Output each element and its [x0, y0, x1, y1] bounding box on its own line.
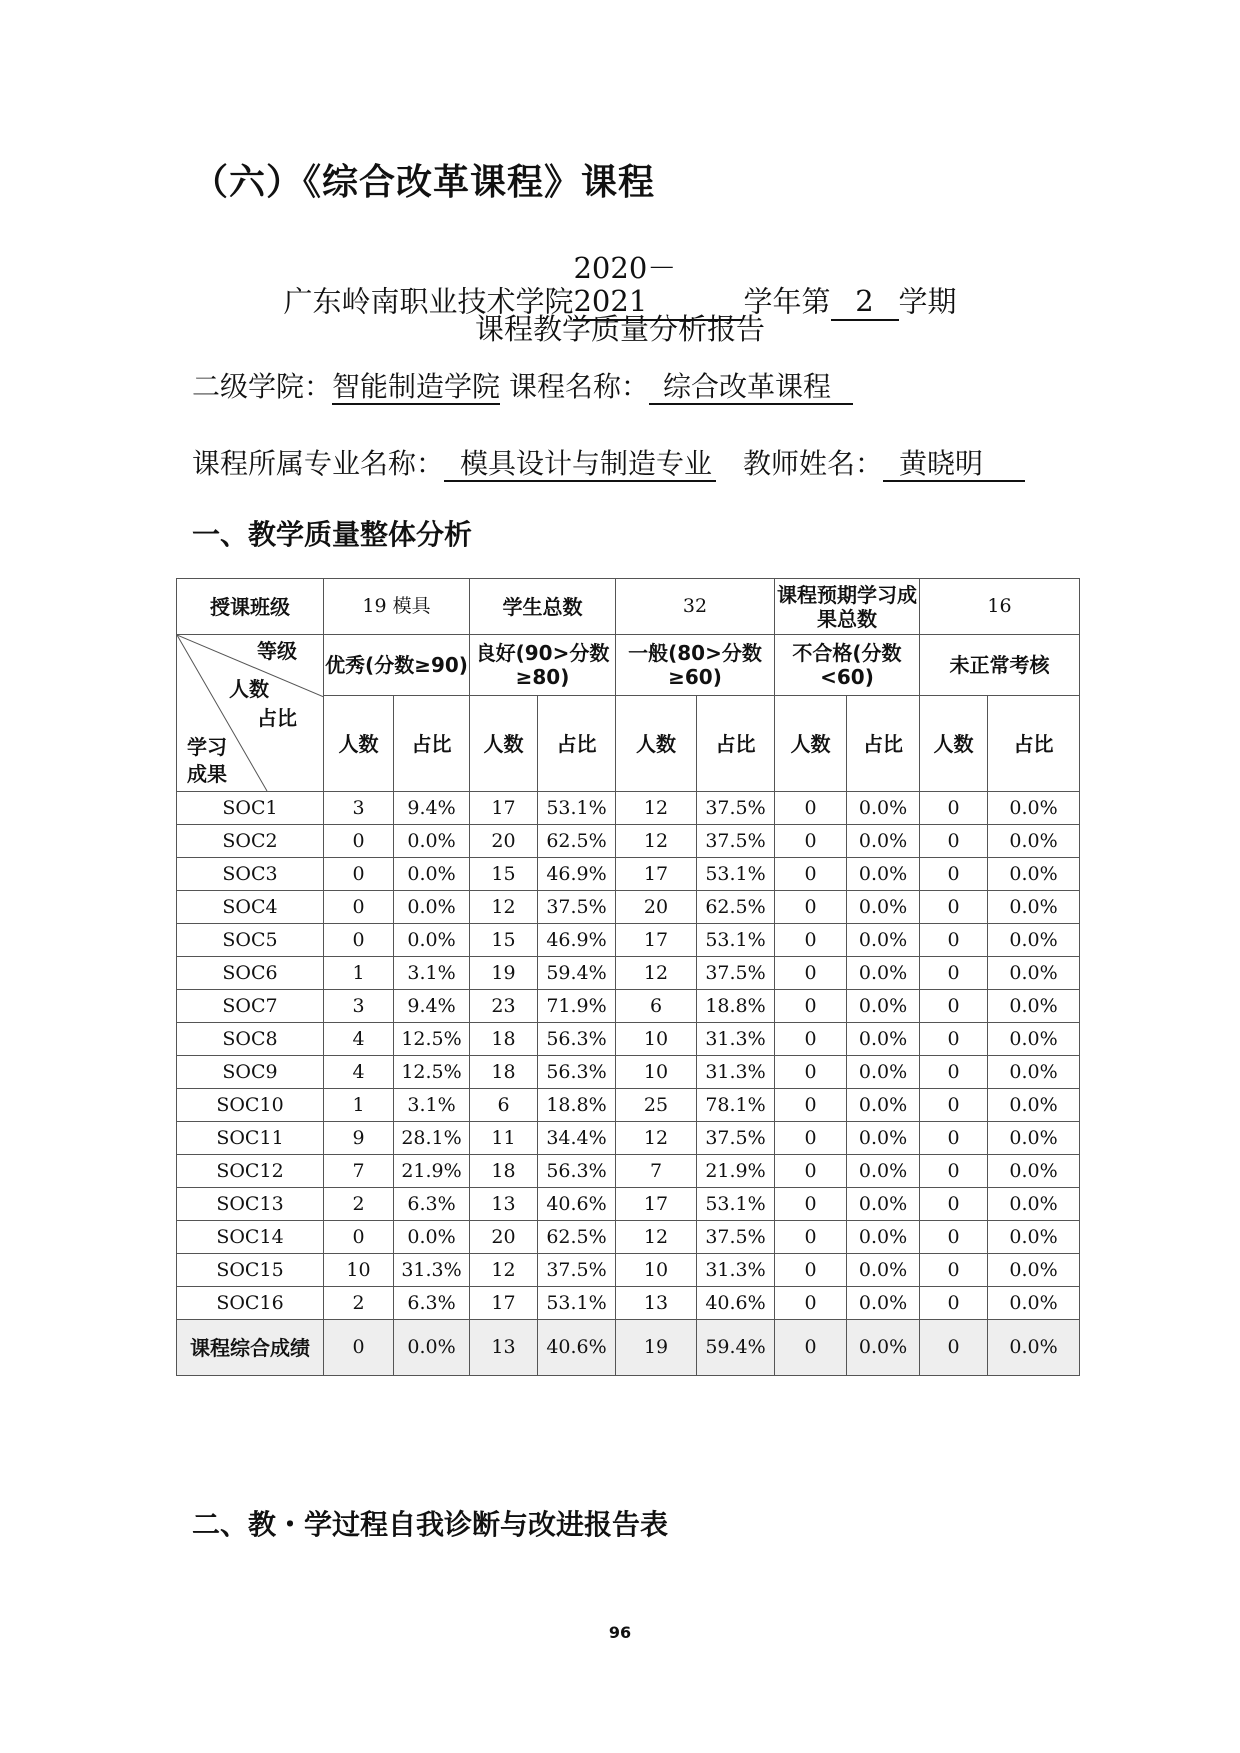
table-cell: 53.1% — [697, 1188, 775, 1221]
table-cell: 18 — [470, 1155, 538, 1188]
grade-excellent: 优秀(分数≥90) — [324, 635, 470, 696]
table-row — [177, 1089, 1080, 1122]
table-cell: 0.0% — [988, 1056, 1080, 1089]
diag-outcome-label-1: 学习 — [187, 735, 227, 759]
table-cell: 2 — [324, 1287, 394, 1320]
table-cell: 6 — [616, 990, 697, 1023]
table-cell: 34.4% — [538, 1122, 616, 1155]
outcome-code: SOC2 — [177, 825, 324, 858]
college-value: 智能制造学院 — [332, 371, 500, 405]
diag-ratio-label: 占比 — [257, 706, 297, 730]
table-cell: 0.0% — [847, 792, 920, 825]
table-cell: 21.9% — [697, 1155, 775, 1188]
year-suffix: 学年第 — [743, 284, 831, 319]
table-cell: 31.3% — [697, 1056, 775, 1089]
table-cell: 10 — [324, 1254, 394, 1287]
sub-count: 人数 — [775, 696, 847, 792]
table-cell: 0.0% — [847, 1287, 920, 1320]
table-cell: 0 — [775, 1122, 847, 1155]
table-cell: 17 — [470, 1287, 538, 1320]
table-cell: 40.6% — [538, 1188, 616, 1221]
table-cell: 0 — [920, 1056, 988, 1089]
table-cell: 20 — [470, 825, 538, 858]
table-cell: 2 — [324, 1188, 394, 1221]
table-cell: 56.3% — [538, 1023, 616, 1056]
table-row — [177, 1155, 1080, 1188]
major-teacher-line — [192, 442, 1025, 482]
table-header-row — [177, 579, 1080, 635]
table-cell: 21.9% — [394, 1155, 470, 1188]
table-cell: 0 — [775, 1089, 847, 1122]
table-row — [177, 891, 1080, 924]
table-cell: 7 — [324, 1155, 394, 1188]
course-value: 综合改革课程 — [649, 371, 853, 405]
teacher-value: 黄晓明 — [883, 448, 1025, 482]
table-cell: 0.0% — [847, 990, 920, 1023]
class-label: 授课班级 — [177, 579, 324, 635]
table-cell: 0.0% — [847, 858, 920, 891]
table-body — [177, 792, 1080, 1320]
table-cell: 19 — [470, 957, 538, 990]
semester: 2 — [831, 285, 899, 320]
table-cell: 0 — [775, 957, 847, 990]
table-cell: 11 — [470, 1122, 538, 1155]
table-cell: 37.5% — [697, 1122, 775, 1155]
grade-good: 良好(90>分数≥80) — [470, 635, 616, 696]
class-value: 19 模具 — [324, 579, 470, 635]
quality-table — [176, 578, 1080, 1376]
table-cell: 0.0% — [847, 1221, 920, 1254]
outcome-code: SOC14 — [177, 1221, 324, 1254]
table-cell: 0 — [920, 1089, 988, 1122]
table-cell: 53.1% — [538, 792, 616, 825]
outcome-code: SOC7 — [177, 990, 324, 1023]
outcome-code: SOC3 — [177, 858, 324, 891]
table-cell: 12 — [616, 1221, 697, 1254]
table-cell: 15 — [470, 924, 538, 957]
table-cell: 0.0% — [847, 1056, 920, 1089]
major-value: 模具设计与制造专业 — [444, 448, 716, 482]
report-title: 课程教学质量分析报告 — [474, 312, 765, 346]
table-cell: 0.0% — [847, 1155, 920, 1188]
table-cell: 0.0% — [988, 924, 1080, 957]
table-cell: 0.0% — [847, 924, 920, 957]
table-cell: 0.0% — [394, 924, 470, 957]
table-cell: 0 — [775, 891, 847, 924]
diag-grade-label: 等级 — [257, 639, 297, 663]
outcome-code: SOC11 — [177, 1122, 324, 1155]
table-cell: 4 — [324, 1023, 394, 1056]
table-cell: 3.1% — [394, 1089, 470, 1122]
outcome-code: SOC16 — [177, 1287, 324, 1320]
table-cell: 0 — [920, 1188, 988, 1221]
outcome-code: SOC12 — [177, 1155, 324, 1188]
sub-count: 人数 — [616, 696, 697, 792]
major-label: 课程所属专业名称： — [192, 447, 445, 480]
table-cell: 0 — [324, 891, 394, 924]
table-cell: 37.5% — [538, 891, 616, 924]
table-cell: 0 — [775, 1320, 847, 1376]
table-cell: 12 — [470, 891, 538, 924]
table-cell: 0 — [775, 1023, 847, 1056]
table-row — [177, 1221, 1080, 1254]
table-cell: 17 — [616, 1188, 697, 1221]
table-cell: 0.0% — [988, 957, 1080, 990]
table-cell: 0 — [775, 858, 847, 891]
table-cell: 0.0% — [847, 1188, 920, 1221]
table-cell: 3 — [324, 990, 394, 1023]
outcomes-value: 16 — [920, 579, 1080, 635]
outcomes-label: 课程预期学习成果总数 — [775, 579, 920, 635]
table-cell: 12.5% — [394, 1023, 470, 1056]
grade-header-row — [177, 635, 1080, 696]
school-name: 广东岭南职业技术学院 — [283, 284, 574, 319]
grade-absent: 未正常考核 — [920, 635, 1080, 696]
diagonal-header-cell — [177, 635, 324, 792]
table-cell: 18.8% — [697, 990, 775, 1023]
page-number: 96 — [608, 1623, 632, 1642]
table-cell: 0 — [920, 1320, 988, 1376]
table-cell: 0.0% — [988, 1023, 1080, 1056]
table-cell: 4 — [324, 1056, 394, 1089]
table-cell: 0 — [324, 1221, 394, 1254]
table-cell: 0 — [920, 1254, 988, 1287]
students-value: 32 — [616, 579, 775, 635]
sub-ratio: 占比 — [697, 696, 775, 792]
table-cell: 0 — [920, 891, 988, 924]
sub-ratio: 占比 — [538, 696, 616, 792]
college-label: 二级学院： — [192, 370, 333, 403]
table-cell: 0.0% — [988, 1155, 1080, 1188]
table-row — [177, 1287, 1080, 1320]
table-cell: 0.0% — [394, 858, 470, 891]
teacher-label: 教师姓名： — [742, 447, 883, 480]
table-cell: 0.0% — [988, 1089, 1080, 1122]
table-cell: 17 — [616, 858, 697, 891]
table-row — [177, 825, 1080, 858]
table-cell: 0 — [920, 924, 988, 957]
table-cell: 0 — [775, 1287, 847, 1320]
table-cell: 1 — [324, 1089, 394, 1122]
table-cell: 1 — [324, 957, 394, 990]
diag-outcome-label-2: 成果 — [187, 762, 227, 786]
table-cell: 18.8% — [538, 1089, 616, 1122]
table-cell: 37.5% — [697, 792, 775, 825]
table-cell: 23 — [470, 990, 538, 1023]
table-cell: 0.0% — [988, 825, 1080, 858]
outcome-code: SOC4 — [177, 891, 324, 924]
table-cell: 0.0% — [394, 891, 470, 924]
table-row — [177, 1023, 1080, 1056]
table-cell: 0.0% — [988, 891, 1080, 924]
table-cell: 37.5% — [697, 825, 775, 858]
table-row — [177, 990, 1080, 1023]
table-cell: 62.5% — [538, 825, 616, 858]
table-cell: 6.3% — [394, 1188, 470, 1221]
total-label: 课程综合成绩 — [177, 1320, 324, 1376]
table-cell: 9.4% — [394, 792, 470, 825]
table-cell: 12 — [616, 957, 697, 990]
table-cell: 0.0% — [988, 1122, 1080, 1155]
table-row — [177, 957, 1080, 990]
sub-ratio: 占比 — [394, 696, 470, 792]
table-cell: 46.9% — [538, 858, 616, 891]
table-cell: 13 — [470, 1320, 538, 1376]
table-row — [177, 1254, 1080, 1287]
table-cell: 0.0% — [988, 1221, 1080, 1254]
table-cell: 0 — [920, 957, 988, 990]
table-cell: 9 — [324, 1122, 394, 1155]
table-cell: 0 — [775, 1188, 847, 1221]
total-row — [177, 1320, 1080, 1376]
table-cell: 0 — [775, 1221, 847, 1254]
grade-fail: 不合格(分数<60) — [775, 635, 920, 696]
table-cell: 0.0% — [847, 1320, 920, 1376]
table-cell: 0 — [775, 924, 847, 957]
sub-ratio: 占比 — [988, 696, 1080, 792]
table-row — [177, 924, 1080, 957]
outcome-code: SOC13 — [177, 1188, 324, 1221]
table-cell: 0.0% — [847, 1122, 920, 1155]
table-cell: 0.0% — [847, 1089, 920, 1122]
section2-title: 二、教・学过程自我诊断与改进报告表 — [192, 1508, 669, 1541]
table-cell: 13 — [616, 1287, 697, 1320]
outcome-code: SOC8 — [177, 1023, 324, 1056]
table-cell: 0 — [775, 825, 847, 858]
table-cell: 53.1% — [697, 924, 775, 957]
table-cell: 37.5% — [697, 957, 775, 990]
table-cell: 0 — [775, 792, 847, 825]
table-cell: 12.5% — [394, 1056, 470, 1089]
table-cell: 25 — [616, 1089, 697, 1122]
table-cell: 0.0% — [847, 957, 920, 990]
sub-count: 人数 — [324, 696, 394, 792]
table-cell: 0 — [775, 990, 847, 1023]
table-cell: 0.0% — [394, 825, 470, 858]
table-cell: 3.1% — [394, 957, 470, 990]
table-cell: 0 — [920, 990, 988, 1023]
table-row — [177, 1056, 1080, 1089]
table-cell: 19 — [616, 1320, 697, 1376]
table-cell: 0 — [775, 1254, 847, 1287]
table-cell: 10 — [616, 1254, 697, 1287]
table-cell: 59.4% — [697, 1320, 775, 1376]
outcome-code: SOC9 — [177, 1056, 324, 1089]
table-row — [177, 1188, 1080, 1221]
table-cell: 0.0% — [847, 891, 920, 924]
table-cell: 0 — [920, 1122, 988, 1155]
semester-suffix: 学期 — [898, 284, 957, 319]
table-cell: 56.3% — [538, 1155, 616, 1188]
table-cell: 62.5% — [538, 1221, 616, 1254]
table-cell: 0 — [920, 792, 988, 825]
table-cell: 0 — [775, 1056, 847, 1089]
table-cell: 0.0% — [988, 792, 1080, 825]
table-row — [177, 1122, 1080, 1155]
table-cell: 40.6% — [538, 1320, 616, 1376]
table-cell: 17 — [616, 924, 697, 957]
course-label: 课程名称： — [508, 370, 649, 403]
table-cell: 20 — [616, 891, 697, 924]
outcome-code: SOC1 — [177, 792, 324, 825]
table-cell: 0.0% — [847, 1254, 920, 1287]
table-cell: 0.0% — [988, 858, 1080, 891]
table-row — [177, 792, 1080, 825]
table-cell: 31.3% — [697, 1023, 775, 1056]
table-cell: 6 — [470, 1089, 538, 1122]
table-cell: 0 — [920, 1221, 988, 1254]
table-cell: 0 — [920, 1155, 988, 1188]
table-cell: 37.5% — [697, 1221, 775, 1254]
table-cell: 20 — [470, 1221, 538, 1254]
students-label: 学生总数 — [470, 579, 616, 635]
table-cell: 0 — [920, 825, 988, 858]
table-cell: 0.0% — [988, 1188, 1080, 1221]
table-cell: 12 — [616, 1122, 697, 1155]
table-cell: 18 — [470, 1056, 538, 1089]
table-cell: 31.3% — [394, 1254, 470, 1287]
table-cell: 0.0% — [988, 1287, 1080, 1320]
table-cell: 12 — [616, 792, 697, 825]
table-cell: 0.0% — [988, 1320, 1080, 1376]
table-cell: 12 — [470, 1254, 538, 1287]
table-cell: 0.0% — [988, 1254, 1080, 1287]
table-cell: 0 — [324, 858, 394, 891]
outcome-code: SOC10 — [177, 1089, 324, 1122]
sub-ratio: 占比 — [847, 696, 920, 792]
table-cell: 0 — [324, 825, 394, 858]
table-cell: 0 — [324, 924, 394, 957]
table-cell: 56.3% — [538, 1056, 616, 1089]
table-cell: 10 — [616, 1056, 697, 1089]
table-cell: 12 — [616, 825, 697, 858]
section-title: （六）《综合改革课程》课程 — [192, 162, 656, 203]
table-cell: 18 — [470, 1023, 538, 1056]
table-cell: 17 — [470, 792, 538, 825]
section1-title: 一、教学质量整体分析 — [192, 518, 473, 551]
college-course-line — [192, 365, 853, 405]
table-cell: 0.0% — [847, 1023, 920, 1056]
academic-year: 2020－2021 — [573, 252, 743, 321]
table-cell: 46.9% — [538, 924, 616, 957]
table-cell: 10 — [616, 1023, 697, 1056]
table-cell: 0.0% — [847, 825, 920, 858]
table-cell: 3 — [324, 792, 394, 825]
outcome-code: SOC6 — [177, 957, 324, 990]
sub-count: 人数 — [920, 696, 988, 792]
table-cell: 15 — [470, 858, 538, 891]
table-cell: 7 — [616, 1155, 697, 1188]
table-cell: 0 — [324, 1320, 394, 1376]
table-cell: 78.1% — [697, 1089, 775, 1122]
outcome-code: SOC15 — [177, 1254, 324, 1287]
sub-count: 人数 — [470, 696, 538, 792]
table-cell: 0 — [920, 1287, 988, 1320]
outcome-code: SOC5 — [177, 924, 324, 957]
table-cell: 62.5% — [697, 891, 775, 924]
table-cell: 0 — [920, 858, 988, 891]
table-cell: 53.1% — [697, 858, 775, 891]
table-cell: 9.4% — [394, 990, 470, 1023]
table-cell: 53.1% — [538, 1287, 616, 1320]
grade-average: 一般(80>分数≥60) — [616, 635, 775, 696]
table-cell: 0 — [775, 1155, 847, 1188]
table-cell: 13 — [470, 1188, 538, 1221]
table-cell: 37.5% — [538, 1254, 616, 1287]
table-cell: 0 — [920, 1023, 988, 1056]
diag-count-label: 人数 — [229, 677, 269, 701]
table-row — [177, 858, 1080, 891]
table-cell: 28.1% — [394, 1122, 470, 1155]
table-cell: 71.9% — [538, 990, 616, 1023]
table-cell: 40.6% — [697, 1287, 775, 1320]
table-cell: 0.0% — [394, 1221, 470, 1254]
table-cell: 59.4% — [538, 957, 616, 990]
table-cell: 0.0% — [988, 990, 1080, 1023]
table-cell: 6.3% — [394, 1287, 470, 1320]
table-cell: 31.3% — [697, 1254, 775, 1287]
table-cell: 0.0% — [394, 1320, 470, 1376]
